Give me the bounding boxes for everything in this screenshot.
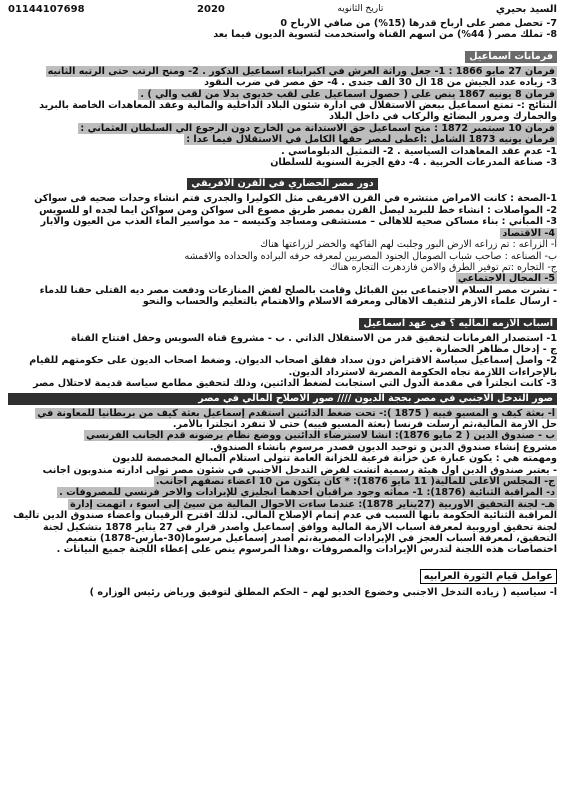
crisis-heading: اسباب الازمه الماليه ؟ في عهد اسماعيل xyxy=(359,318,557,330)
study-sheet xyxy=(8,4,557,794)
intervention-line: ب - صندوق الدين ( 2 مايو 1876): انشا لاسترضاء الدائنين ووضع نظام يرضونه قدم الجانب الفرنسي xyxy=(86,430,555,442)
intervention-line: حل الازمة المالية،ثم أرسلت فرنسا (بعثة المسيو فييه) حتى لا تنفرد انجلترا بالأمر. xyxy=(172,418,557,430)
intervention-line: مشروع إنشاء صندوق الدين و توحيد الديون فصدر مرسوم بانشاء الصندوق. xyxy=(209,441,557,453)
phone-number: 01144107698 xyxy=(8,4,85,15)
firman-line: 3- صناعة المدرعات الحربية . 4- دفع الجزية السنوية للسلطان xyxy=(270,157,557,169)
intervention-heading: صور التدخل الاجنبي في مصر بحجة الديون //// صور الاصلاح المالي في مصر xyxy=(8,393,557,405)
crisis-line: 3- كانت انجلترا في مقدمة الدول التي استجابت لضغط الدائنين، وذلك لتحقيق مطامع سياسة قديمة لاحتلال مصر xyxy=(33,378,557,390)
teacher-name: السيد بحيري xyxy=(495,4,557,15)
firman-line: فرمان يونيه 1873 الشامل :أعطى لمصر حقها الكامل في الاستقلال فيما عدا : xyxy=(186,134,555,146)
intervention-line: ج- المجلس الأعلى للمالية( 11 مايو 1876): * كان يتكون من 10 أعضاء نصفهم أجانب. xyxy=(155,476,555,487)
revolution-heading: عوامل قيام الثورة العرابيه xyxy=(420,569,557,584)
firman-line: النتائج :- تمتع اسماعيل ببعض الاستقلال في ادارة شئون البلاد الداخلية والمالية وعقد المعاهدات الخاصة بالبريد xyxy=(39,100,557,112)
subject-title: تاريخ الثانويه xyxy=(337,4,384,14)
africa-line: ج- التجاره :تم توفير الطرق والامن فازدهرت التجاره هناك xyxy=(329,261,557,273)
year: 2020 xyxy=(197,4,225,15)
africa-line: - نشرت مصر السلام الاجتماعى بين القبائل وقامت بالصلح لفض المنازعات ودفعت مصر ديه القتلى حقنا للدماء xyxy=(39,284,557,296)
intervention-line: د- المراقبة الثنائية (1876): 1- مماثه وجود مراقبان احدهما انجليزي للإيرادات والاخر فرنسي للمصروفات . xyxy=(59,487,555,499)
firman-line: فرمان 8 يونيه 1867 ينص على ( حصول اسماعيل على لقب خديوى بدلا من لقب والي ) . xyxy=(140,88,555,100)
revolution-line: أ- سياسيه ( زياده التدخل الاجنبي وخضوع الخديو لهم – الحكم المطلق لتوفيق ورياض رئيس الوزاره ) xyxy=(89,586,557,598)
africa-line: 3- المباني : بناء مساكن صحيه للاهالى – مستشفى ومساجد وكنيسه – مد مواسير الماء العذب من العيون والابار xyxy=(40,216,557,228)
intervention-line: ومهمته هي : يكون عبارة عن خزانة فرعية للخزانة العامة تتولى استلام المبالغ المخصصة للديون xyxy=(112,453,557,465)
firman-line: فرمان 27 مايو 1866 : 1- جعل وراثة العرش في اكبرابناء اسماعيل الذكور . 2- ومنح الرتب حتى الرتبه الثانيه xyxy=(47,65,555,77)
intervention-line: التحقيق، لمعرفة أسباب العجز في الإيرادات المصرية،ثم أصدر إسماعيل مرسوما(30-مارس-1878) بتعميم xyxy=(65,533,557,545)
intro-point: 7- تحصل مصر على أرباح قدرها (15%) من صافي الأرباح 0 xyxy=(280,18,557,29)
intervention-line: - يعتبر صندوق الدين أول هيئة رسمية أتشت لفرض التدخل الأجنبي في شئون مصر تولى ادارته مندوبون أجانب xyxy=(42,464,557,476)
crisis-line: ج - إدخال مظاهر الحضارة . xyxy=(429,343,557,355)
firman-line: 3- زياده عدد الجيش من 18 ال 30 الف جندى . 4- حق مصر في ضرب النقود xyxy=(204,77,557,89)
africa-line: 4- الاقتصاد xyxy=(502,227,555,239)
africa-line: ب- الصناعه : صاحب شباب الصومال الجنود المصريين لمعرفه حرفه البراده والحداده والاقمشه xyxy=(184,250,557,262)
africa-line: 5- المجال الاجتماعي xyxy=(457,273,555,285)
firmans-heading: فرمانات اسماعيل xyxy=(465,51,557,63)
crisis-line: بالإجراءات اللازمة تجاه الحكومة المصرية لاسترداد الديون. xyxy=(288,366,557,378)
intervention-line: هـ- لجنة التحقيق الأوربية (27يناير 1878): عندما ساءت الأحوال المالية من سيئ إلى أسوء ، اتهمت إدارة xyxy=(70,498,555,510)
firman-line: فرمان 10 سبتمبر 1872 : منح اسماعيل حق الاستدانة من الخارج دون الرجوع الي السلطان العثماني : xyxy=(80,122,555,134)
africa-line: 2- المواصلات : انشاء خط للبريد ليصل القرن بمصر طريق مصوع الى سواكن ومن سواكن ايما لجده او للسويس xyxy=(39,204,557,216)
africa-line: أ- الزراعه : تم زراعه الارض البور وجلبت لهم الفاكهه والخضر لزراعتها هناك xyxy=(260,239,557,251)
intervention-line: اختصاصات هذه اللجنة لتدرس الإيرادات والمصروفات ،وهذا المرسوم ينص على إعطاء اللجنة جميع البيانات . xyxy=(56,544,557,556)
firman-line: 1- عدم عقد المعاهدات السياسية . 2- التمثيل الدبلوماسي . xyxy=(281,145,557,157)
africa-heading: دور مصر الحضاري في القرن الافريقي xyxy=(187,178,377,190)
crisis-line: 2- واصل إسماعيل سياسة الاقتراض دون سداد فقلق أصحاب الديوان. وضغط أصحاب الديون على حكومتهم للقيام xyxy=(29,355,557,367)
page-header xyxy=(8,4,557,18)
africa-line: 1-الصحة : كانت الامراض منتشره في القرن الافريقى مثل الكوليرا والجدرى فتم انشاء وحدات صحيه فى سواكن xyxy=(34,193,557,205)
africa-line: - ارسال علماء الازهر لتثقيف الاهالى ومعرفه الاسلام والاهتمام بالتعليم والحساب والنحو xyxy=(142,296,557,308)
intervention-line: أ- بعثة كيف و المسيو فييه ( 1875 ):- تحت ضغط الدائنين استقدم إسماعيل بعثة كيف من بريطانيا للمعاونة في xyxy=(37,407,555,419)
intro-point: 8- تملك مصر ( 44%) من أسهم القناة واستخدمت لتسوية الديون فيما بعد xyxy=(213,29,557,41)
intervention-line: لجنة تحقيق أوروبية لمعرفة أسباب الأزمة المالية ووافق إسماعيل وأصدر قرار في 27 يناير 1878 بتشكيل لجنة xyxy=(42,521,557,533)
firman-line: والجمارك ومرور البضائع والركاب في داخل البلاد xyxy=(329,111,557,123)
intervention-line: المراقبة الثنائية الحكومة بأنها السبب في عدم إتمام الإصلاح المالي. لذلك اقترح الرقيبان وأعضاء صندوق الدين تأليف xyxy=(13,510,557,522)
crisis-line: 1- استصدار الفرمانات لتحقيق قدر من الاستقلال الذاتي . ب - مشروع قناة السويس وحفل افتتاح القناة xyxy=(71,332,557,344)
